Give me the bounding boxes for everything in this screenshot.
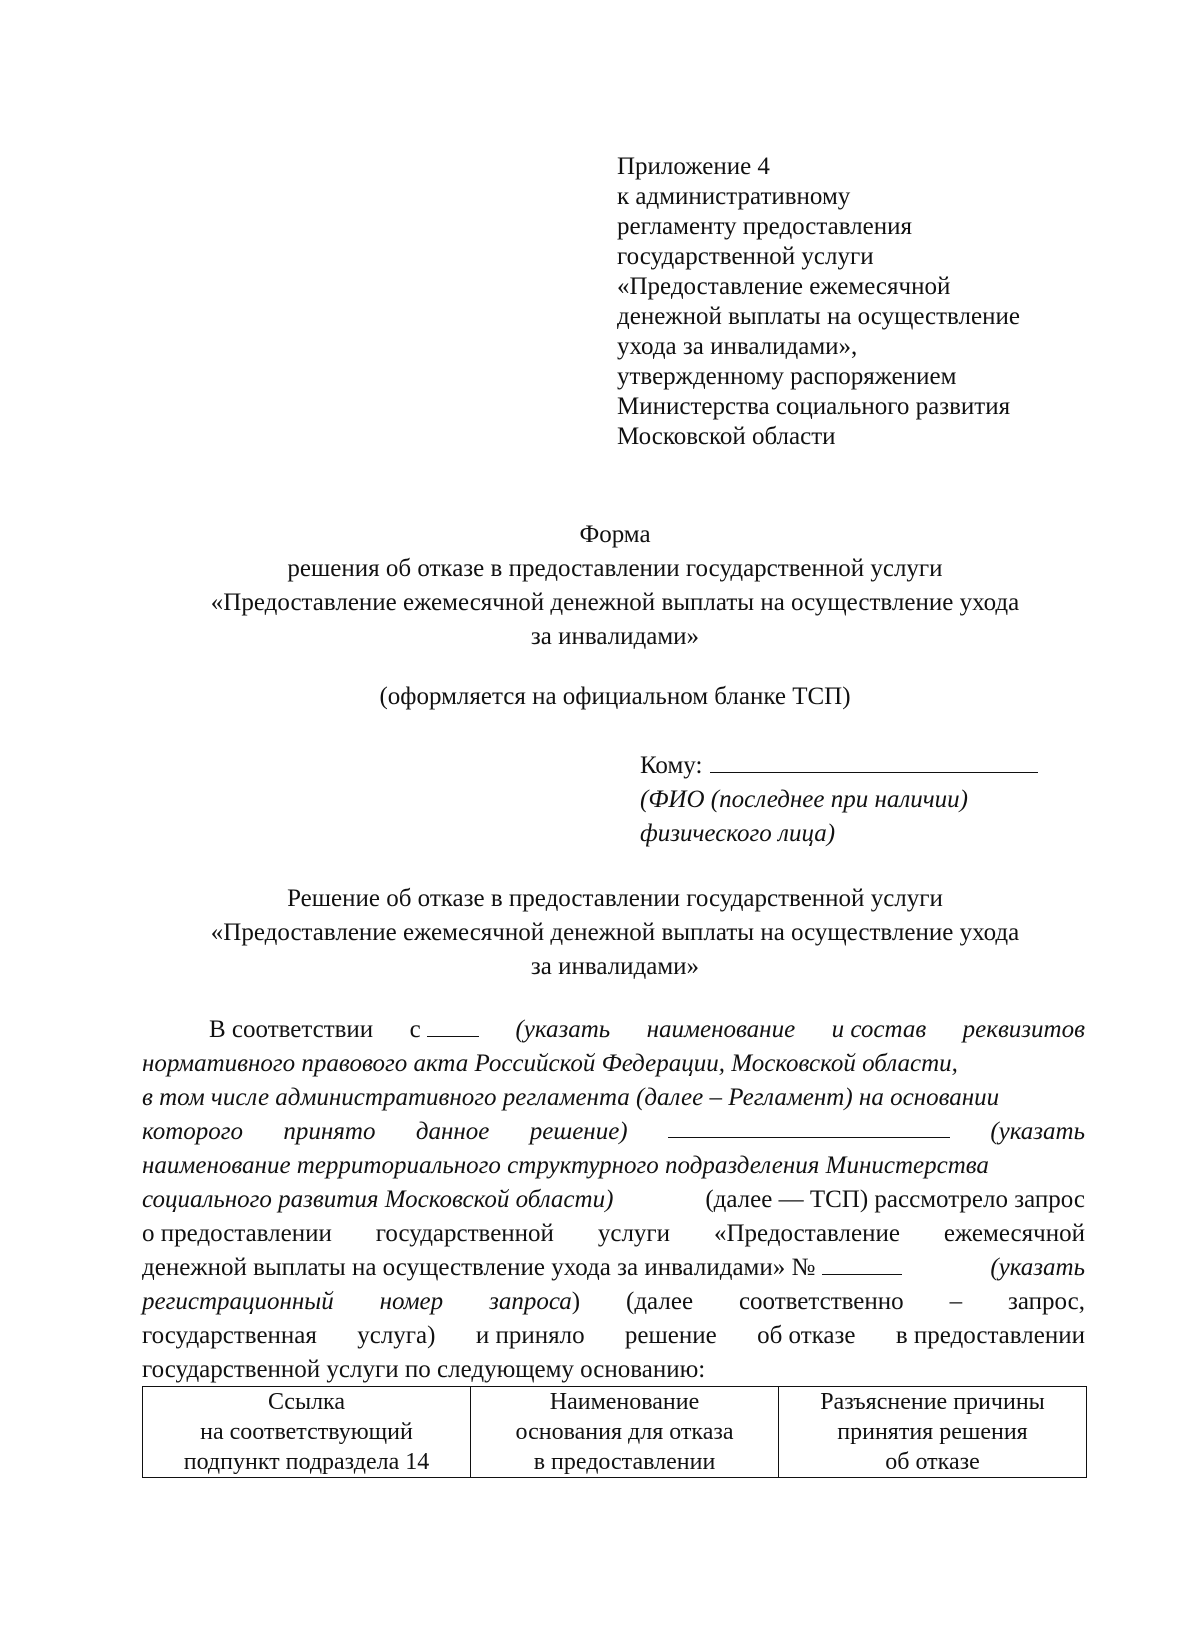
body-text: В соответствии	[209, 1016, 374, 1043]
body-line	[142, 1149, 1085, 1183]
body-text: которого	[142, 1118, 244, 1145]
appendix-line: государственной услуги	[617, 243, 874, 270]
body-text: услуги	[597, 1220, 671, 1247]
body-text: ежемесячной	[943, 1220, 1085, 1247]
header-text: основания для отказа	[515, 1419, 734, 1445]
body-text: запрос,	[1007, 1288, 1085, 1315]
decision-body	[142, 1013, 1085, 1387]
body-text: о предоставлении	[142, 1220, 332, 1247]
body-text: социального развития Московской области)	[142, 1186, 614, 1213]
header-text: Разъяснение причины	[820, 1389, 1045, 1415]
body-text: в том числе административного регламента (далее – Регламент) на основании	[142, 1084, 1000, 1111]
body-text: номер	[379, 1288, 444, 1315]
body-line	[142, 1047, 1085, 1081]
body-line	[142, 1115, 1085, 1149]
body-text: «Предоставление	[713, 1220, 900, 1247]
form-title-line: решения об отказе в предоставлении государственной услуги	[287, 555, 943, 582]
body-line	[142, 1183, 1085, 1217]
appendix-line: денежной выплаты на осуществление	[617, 303, 1020, 330]
body-text: регистрационный	[142, 1288, 334, 1315]
body-text: в предоставлении	[895, 1322, 1085, 1349]
body-text: государственной	[375, 1220, 554, 1247]
appendix-line: Министерства социального развития	[617, 393, 1011, 420]
table-header-cell	[779, 1387, 1087, 1478]
recipient-name-field[interactable]	[710, 748, 1038, 773]
body-text: услуга)	[357, 1322, 436, 1349]
recipient-block	[640, 748, 1120, 851]
tsp-name-field[interactable]	[668, 1115, 950, 1138]
legal-act-field[interactable]	[427, 1014, 479, 1037]
header-text: принятия решения	[837, 1419, 1028, 1445]
header-text: подпункт подраздела 14	[183, 1449, 430, 1475]
appendix-line: Московской области	[617, 423, 836, 450]
decision-title-line: за инвалидами»	[530, 953, 700, 980]
body-text: государственная	[142, 1322, 317, 1349]
body-text: (указать	[990, 1118, 1085, 1145]
form-note: (оформляется на официальном бланке ТСП)	[379, 683, 851, 710]
request-number-field[interactable]	[822, 1252, 902, 1275]
body-text: (далее	[626, 1288, 694, 1315]
body-text: (далее — ТСП) рассмотрело запрос	[705, 1186, 1085, 1213]
decision-title-line: Решение об отказе в предоставлении государственной услуги	[287, 885, 943, 912]
body-text: денежной выплаты на осуществление ухода за инвалидами» №	[142, 1254, 816, 1281]
appendix-line: «Предоставление ежемесячной	[617, 273, 951, 300]
header-text: на соответствующий	[200, 1419, 413, 1445]
body-text: нормативного правового акта Российской Федерации, Московской области,	[142, 1050, 958, 1077]
body-line	[142, 1251, 1085, 1285]
body-text: реквизитов	[962, 1016, 1085, 1043]
header-text: об отказе	[885, 1449, 980, 1475]
appendix-line: ухода за инвалидами»,	[617, 333, 858, 360]
recipient-hint: (ФИО (последнее при наличии)	[640, 786, 969, 813]
appendix-line: утвержденному распоряжением	[617, 363, 957, 390]
body-text: и состав	[831, 1016, 927, 1043]
body-line	[142, 1319, 1085, 1353]
header-text: Ссылка	[267, 1389, 345, 1415]
body-text: данное	[415, 1118, 490, 1145]
form-title-line: за инвалидами»	[530, 623, 700, 650]
body-text: )	[571, 1288, 581, 1315]
refusal-reasons-table	[142, 1386, 1087, 1478]
body-line	[142, 1285, 1085, 1319]
appendix-line: регламенту предоставления	[617, 213, 913, 240]
recipient-hint: физического лица)	[640, 820, 836, 847]
header-text: в предоставлении	[533, 1449, 716, 1475]
body-text: (указать	[990, 1254, 1085, 1281]
body-text: с	[409, 1016, 421, 1043]
body-text: решение	[624, 1322, 717, 1349]
body-line	[142, 1013, 1085, 1047]
header-text: Наименование	[549, 1389, 700, 1415]
appendix-line: Приложение 4	[617, 153, 770, 180]
body-text: наименование территориального структурного подразделения Министерства	[142, 1152, 989, 1179]
body-line	[142, 1217, 1085, 1251]
body-text: –	[949, 1288, 963, 1315]
decision-title	[100, 882, 1130, 984]
appendix-line: к административному	[617, 183, 851, 210]
recipient-label: Кому:	[640, 752, 703, 779]
body-text: наименование	[646, 1016, 796, 1043]
body-text: запроса	[489, 1288, 572, 1315]
body-text: решение)	[529, 1118, 628, 1145]
body-text: об отказе	[757, 1322, 856, 1349]
table-header-row	[143, 1387, 1087, 1478]
form-title-line: Форма	[579, 521, 651, 548]
body-text: и приняло	[475, 1322, 585, 1349]
decision-title-line: «Предоставление ежемесячной денежной выплаты на осуществление ухода	[210, 919, 1020, 946]
table-header-cell	[143, 1387, 471, 1478]
table-header-cell	[471, 1387, 779, 1478]
body-text: соответственно	[738, 1288, 904, 1315]
body-text: принято	[283, 1118, 376, 1145]
body-line	[142, 1353, 1085, 1387]
body-line	[142, 1081, 1085, 1115]
body-text: (указать	[515, 1016, 611, 1043]
body-text: государственной услуги по следующему основанию:	[142, 1356, 706, 1383]
form-title-line: «Предоставление ежемесячной денежной выплаты на осуществление ухода	[210, 589, 1020, 616]
appendix-header	[617, 152, 1117, 452]
form-title	[100, 518, 1130, 654]
